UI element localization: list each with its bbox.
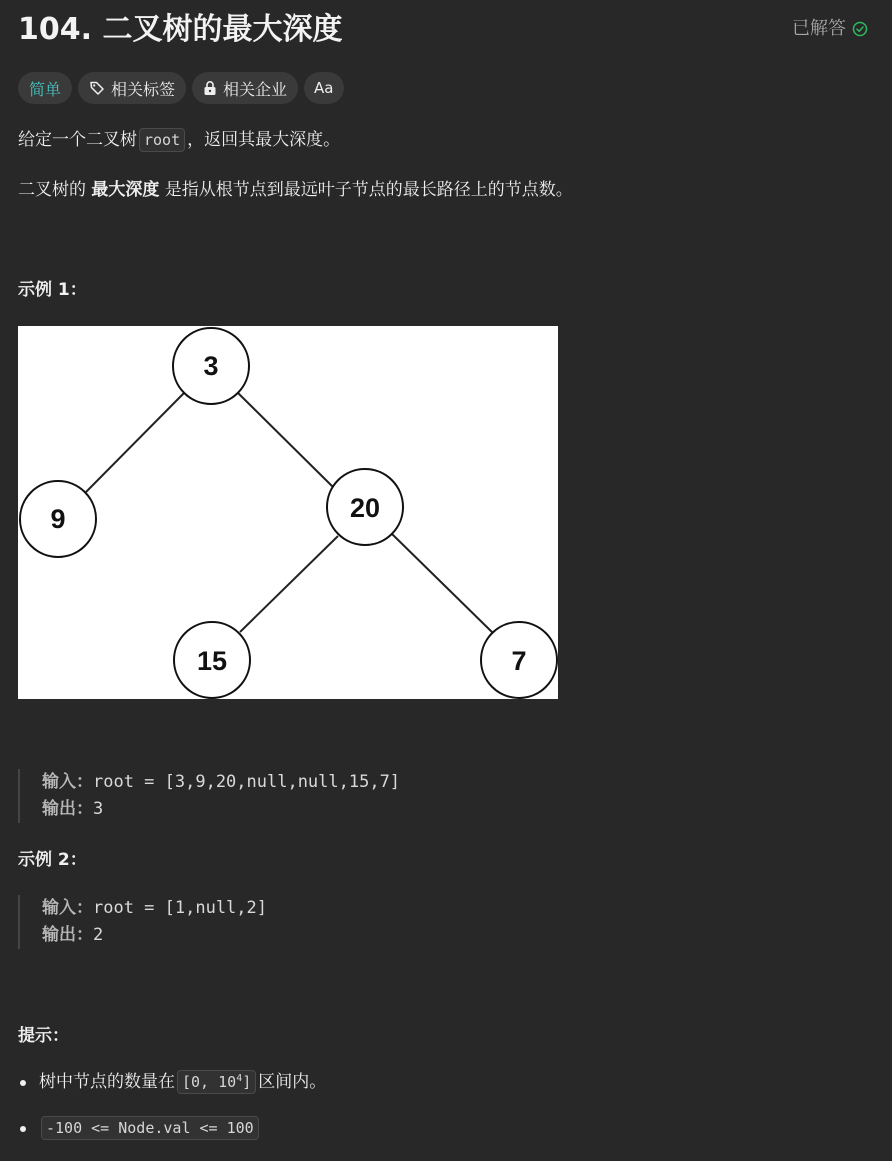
input-label: 输入： (42, 772, 93, 792)
example-1-output (42, 796, 642, 823)
tree-edge (240, 536, 338, 632)
tree-node-label: 9 (50, 504, 66, 534)
list-item (18, 1068, 326, 1096)
inline-code-node-val: -100 <= Node.val <= 100 (41, 1116, 259, 1140)
example-1-input (42, 769, 642, 796)
related-companies-button[interactable] (192, 72, 298, 104)
list-item (18, 1114, 326, 1142)
inline-code-range (177, 1070, 256, 1094)
problem-title[interactable]: 104. 二叉树的最大深度 (18, 12, 343, 47)
tree-node-label: 7 (511, 646, 527, 676)
example-1-io (18, 769, 642, 823)
solved-status (792, 17, 868, 41)
solved-label: 已解答 (792, 18, 846, 39)
tree-edge (86, 393, 184, 492)
difficulty-badge (18, 72, 72, 104)
range-code-exponent: 4 (236, 1073, 243, 1084)
example-2-input (42, 895, 642, 922)
constraint-text: 区间内。 (258, 1072, 327, 1092)
description-text: ，返回其最大深度。 (187, 130, 341, 150)
example-2-io (18, 895, 642, 949)
input-value: root = [1,null,2] (93, 898, 267, 918)
range-code-text: ] (242, 1073, 252, 1091)
output-label: 输出： (42, 799, 93, 819)
description-line-2 (18, 176, 573, 204)
check-circle-icon (852, 21, 868, 37)
tag-row (18, 72, 344, 104)
output-label: 输出： (42, 925, 93, 945)
translate-icon: Aa (314, 79, 334, 97)
example-1-tree-image (18, 326, 558, 699)
translate-button[interactable] (304, 72, 343, 104)
difficulty-label: 简单 (29, 79, 62, 99)
output-value: 3 (93, 799, 104, 819)
related-topics-button[interactable] (78, 72, 186, 104)
description-text: 二叉树的 (18, 180, 86, 200)
lock-icon (203, 80, 217, 96)
tree-node-label: 3 (203, 351, 219, 381)
related-companies-label: 相关企业 (223, 79, 288, 99)
tree-edge (238, 393, 334, 488)
example-2-title: 示例 2： (18, 850, 87, 870)
problem-header (18, 10, 874, 50)
constraints-list (18, 1068, 326, 1160)
inline-code-root: root (139, 128, 185, 152)
output-value: 2 (93, 925, 104, 945)
range-code-text: [0, 10 (182, 1073, 237, 1091)
tag-icon (89, 80, 105, 96)
constraint-text: 树中节点的数量在 (39, 1072, 175, 1092)
tree-node-label: 15 (196, 646, 228, 676)
description-bold-text: 最大深度 (91, 180, 160, 200)
constraints-title: 提示： (18, 1026, 69, 1046)
description-text: 是指从根节点到最远叶子节点的最长路径上的节点数。 (164, 180, 573, 200)
example-2-output (42, 922, 642, 949)
example-1-title: 示例 1： (18, 280, 87, 300)
description-text: 给定一个二叉树 (18, 130, 137, 150)
description-line-1 (18, 126, 340, 154)
tree-node-label: 20 (349, 493, 381, 523)
input-label: 输入： (42, 898, 93, 918)
tree-edge (392, 534, 494, 634)
related-topics-label: 相关标签 (111, 79, 176, 99)
input-value: root = [3,9,20,null,null,15,7] (93, 772, 401, 792)
